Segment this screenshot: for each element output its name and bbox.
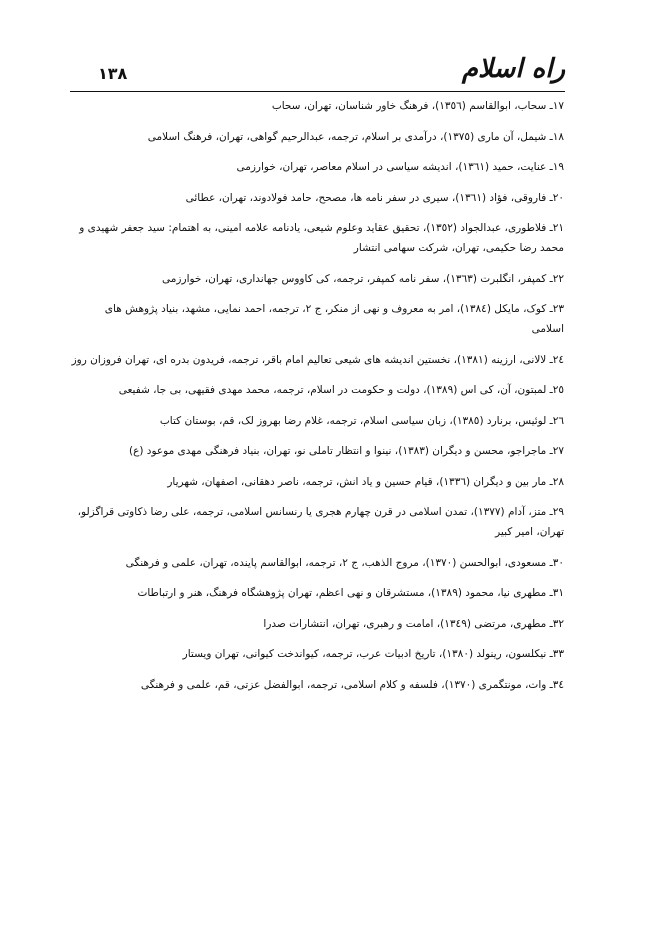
- reference-spacer: [70, 339, 564, 350]
- reference-item: ٢٢ـ کمپفر، انگلبرت (١٣٦٣)، سفر نامه کمپفر، ترجمه، کی کاووس جهانداری، تهران، خوارزمی: [162, 272, 564, 285]
- reference-list: [70, 96, 564, 695]
- reference-spacer: [70, 147, 564, 158]
- reference-spacer: [70, 431, 564, 442]
- reference-spacer: [70, 573, 564, 584]
- page-header: [70, 54, 565, 90]
- reference-item: ٣١ـ مطهری نیا، محمود (١٣٨٩)، مستشرقان و نهی اعظم، تهران پژوهشگاه فرهنگ، هنر و ارتباطات: [137, 587, 564, 599]
- reference-spacer: [70, 116, 564, 127]
- reference-spacer: [70, 603, 564, 614]
- reference-item: ٢٤ـ لالانی، ارزینه (١٣٨١)، نخستین اندیشه های شیعی تعالیم امام باقر، ترجمه، فریدون بدره ای، تهران فروزان روز: [71, 353, 564, 366]
- reference-spacer: [70, 289, 564, 300]
- reference-item: ٣٢ـ مطهری، مرتضی (١٣٤٩)، امامت و رهبری، تهران، انتشارات صدرا: [263, 617, 564, 630]
- header-rule: [70, 91, 565, 92]
- reference-item: ٢٩ـ متز، آدام (١٣٧٧)، تمدن اسلامی در قرن چهارم هجری یا رنسانس اسلامی، ترجمه، علی رضا ذکاوتی قراگزلو، تهران، امیر کبیر: [77, 506, 564, 538]
- reference-item: ٢٦ـ لوئیس، برنارد (١٣٨٥)، زبان سیاسی اسلام، ترجمه، غلام رضا بهروز لک، قم، بوستان کتاب: [159, 414, 564, 427]
- reference-spacer: [70, 461, 564, 472]
- reference-spacer: [70, 177, 564, 188]
- reference-item: ٢٣ـ کوک، مایکل (١٣٨٤)، امر به معروف و نهی از منکر، ج ٢، ترجمه، احمد نمایی، مشهد، بنیاد پژوهش های اسلامی: [104, 303, 564, 335]
- reference-item: ١٩ـ عنایت، حمید (١٣٦١)، اندیشه سیاسی در اسلام معاصر، تهران، خوارزمی: [236, 161, 564, 173]
- reference-item: ٢٨ـ مار بین و دیگران (١٣٣٦)، قیام حسین و یاد انش، ترجمه، ناصر دهقانی، اصفهان، شهریار: [167, 475, 564, 488]
- reference-item: ١٧ـ سحاب، ابوالقاسم (١٣٥٦)، فرهنگ خاور شناسان، تهران، سحاب: [271, 100, 564, 112]
- reference-spacer: [70, 492, 564, 503]
- reference-item: ٣٤ـ وات، مونتگمری (١٣٧٠)، فلسفه و کلام اسلامی، ترجمه، ابوالفضل عزتی، قم، علمی و فرهنگی: [140, 678, 564, 691]
- reference-spacer: [70, 542, 564, 553]
- page-number: ١٣٨: [98, 64, 128, 83]
- reference-item: ٢٠ـ فاروقی، فؤاد (١٣٦١)، سیری در سفر نامه ها، مصحح، حامد فولادوند، تهران، عطائی: [185, 191, 564, 204]
- reference-item: ٣٠ـ مسعودی، ابوالحسن (١٣٧٠)، مروج الذهب، ج ٢، ترجمه، ابوالقاسم پاینده، تهران، علمی و فرهنگی: [125, 556, 564, 569]
- reference-spacer: [70, 258, 564, 269]
- reference-item: ٣٣ـ نیکلسون، رینولد (١٣٨٠)، تاریخ ادبیات عرب، ترجمه، کیواندخت کیوانی، تهران ویستار: [182, 648, 564, 660]
- reference-spacer: [70, 208, 564, 219]
- reference-item: ٢٧ـ ماجراجو، محسن و دیگران (١٣٨٣)، نینوا و انتظار تاملی نو، تهران، بنیاد فرهنگی مهدی موعود (ع): [128, 445, 564, 457]
- reference-spacer: [70, 664, 564, 675]
- reference-item: ٢١ـ فلاطوری، عبدالجواد (١٣٥٢)، تحقیق عقاید وعلوم شیعی، یادنامه علامه امینی، به اهتمام: سید جعفر شهیدی و محمد رضا حکیمی، تهران، شرکت سهامی انتشار: [79, 222, 564, 254]
- reference-spacer: [70, 634, 564, 645]
- reference-spacer: [70, 400, 564, 411]
- journal-title: راه اسلام: [461, 54, 565, 84]
- reference-spacer: [70, 370, 564, 381]
- reference-item: ١٨ـ شیمل، آن ماری (١٣٧٥)، درآمدی بر اسلام، ترجمه، عبدالرحیم گواهی، تهران، فرهنگ اسلامی: [147, 130, 564, 143]
- reference-item: ٢٥ـ لمبتون، آن، کی اس (١٣٨٩)، دولت و حکومت در اسلام، ترجمه، محمد مهدی فقیهی، بی جا، شفیعی: [118, 384, 564, 396]
